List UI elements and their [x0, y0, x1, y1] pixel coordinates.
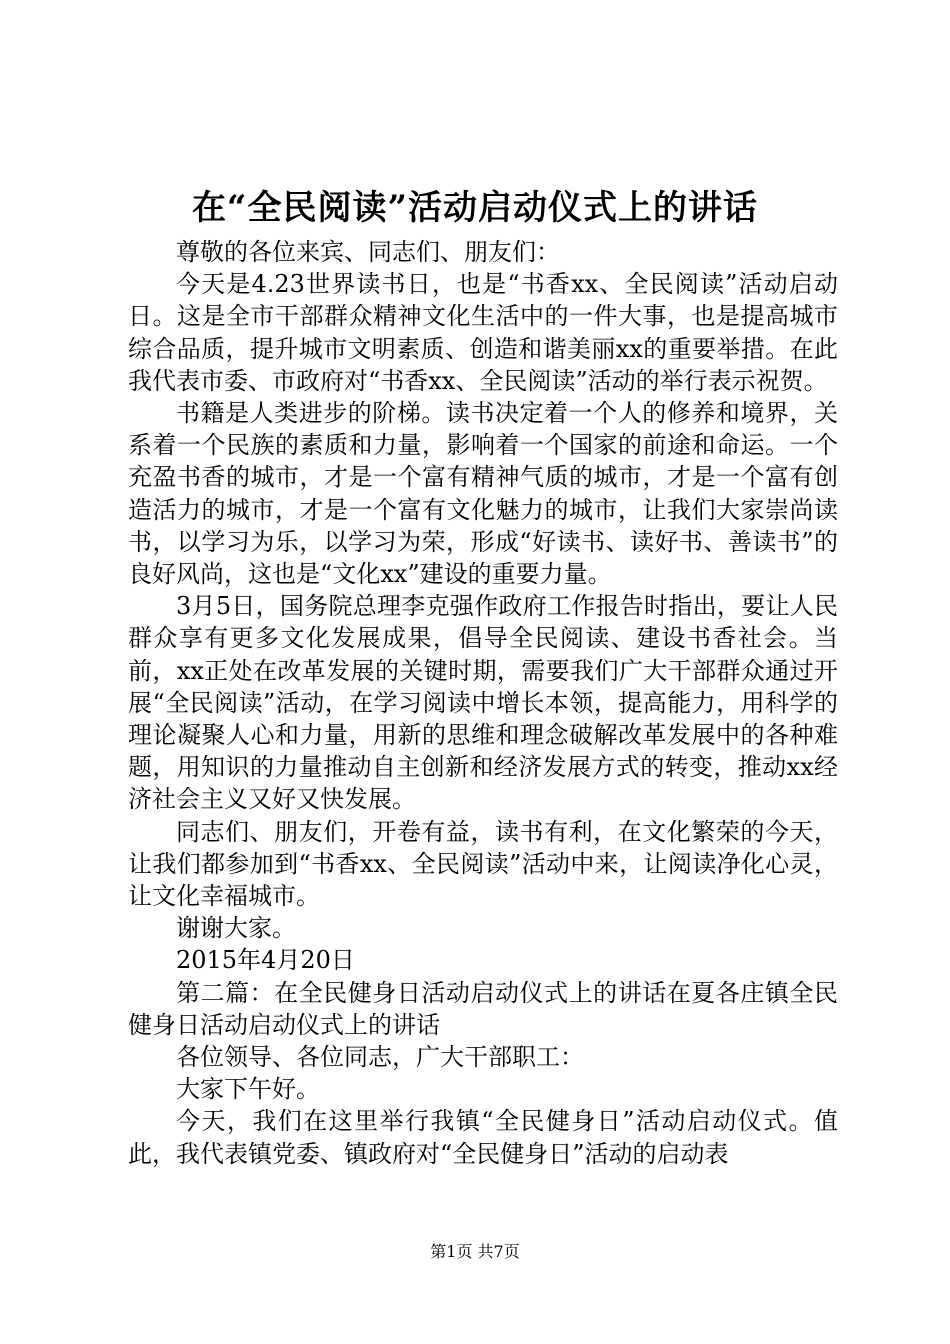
paragraph: 书籍是人类进步的阶梯。读书决定着一个人的修养和境界，关系着一个民族的素质和力量，影响着一个国家的前途和命运。一个充盈书香的城市，才是一个富有精神气质的城市，才是一个富有创造活力的城市，才是一个富有文化魅力的城市，让我们大家崇尚读书，以学习为乐，以学习为荣，形成“好读书、读好书、善读书”的良好风尚，这也是“文化xx”建设的重要力量。 — [128, 399, 838, 589]
paragraph: 各位领导、各位同志，广大干部职工： — [176, 1043, 584, 1072]
document-title: 在“全民阅读”活动启动仪式上的讲话 — [191, 188, 759, 228]
paragraph: 同志们、朋友们，开卷有益，读书有利，在文化繁荣的今天，让我们都参加到“书香xx、全民阅读”活动中来，让阅读净化心灵，让文化幸福城市。 — [128, 817, 838, 911]
paragraph: 谢谢大家。 — [176, 914, 296, 943]
paragraph: 今天是4.23世界读书日，也是“书香xx、全民阅读”活动启动日。这是全市干部群众精神文化生活中的一件大事，也是提高城市综合品质，提升城市文明素质、创造和谐美丽xx的重要举措。在此我代表市委、市政府对“书香xx、全民阅读”活动的举行表示祝贺。 — [128, 270, 838, 395]
section-heading: 第二篇：在全民健身日活动启动仪式上的讲话在夏各庄镇全民健身日活动启动仪式上的讲话 — [128, 978, 838, 1039]
page-indicator: 第1页 共7页 — [430, 1242, 520, 1261]
paragraph: 今天，我们在这里举行我镇“全民健身日”活动启动仪式。值此，我代表镇党委、镇政府对“全民健身日”活动的启动表 — [128, 1107, 838, 1168]
date-line: 2015年4月20日 — [176, 946, 355, 975]
paragraph: 尊敬的各位来宾、同志们、朋友们： — [176, 238, 560, 266]
paragraph: 大家下午好。 — [176, 1075, 320, 1104]
document-body — [128, 236, 838, 1170]
paragraph: 3月5日，国务院总理李克强作政府工作报告时指出，要让人民群众享有更多文化发展成果，倡导全民阅读、建设书香社会。当前，xx正处在改革发展的关键时期，需要我们广大干部群众通过开展“全民阅读”活动，在学习阅读中增长本领，提高能力，用科学的理论凝聚人心和力量，用新的思维和理念破解改革发展中的各种难题，用知识的力量推动自主创新和经济发展方式的转变，推动xx经济社会主义又好又快发展。 — [128, 592, 838, 814]
